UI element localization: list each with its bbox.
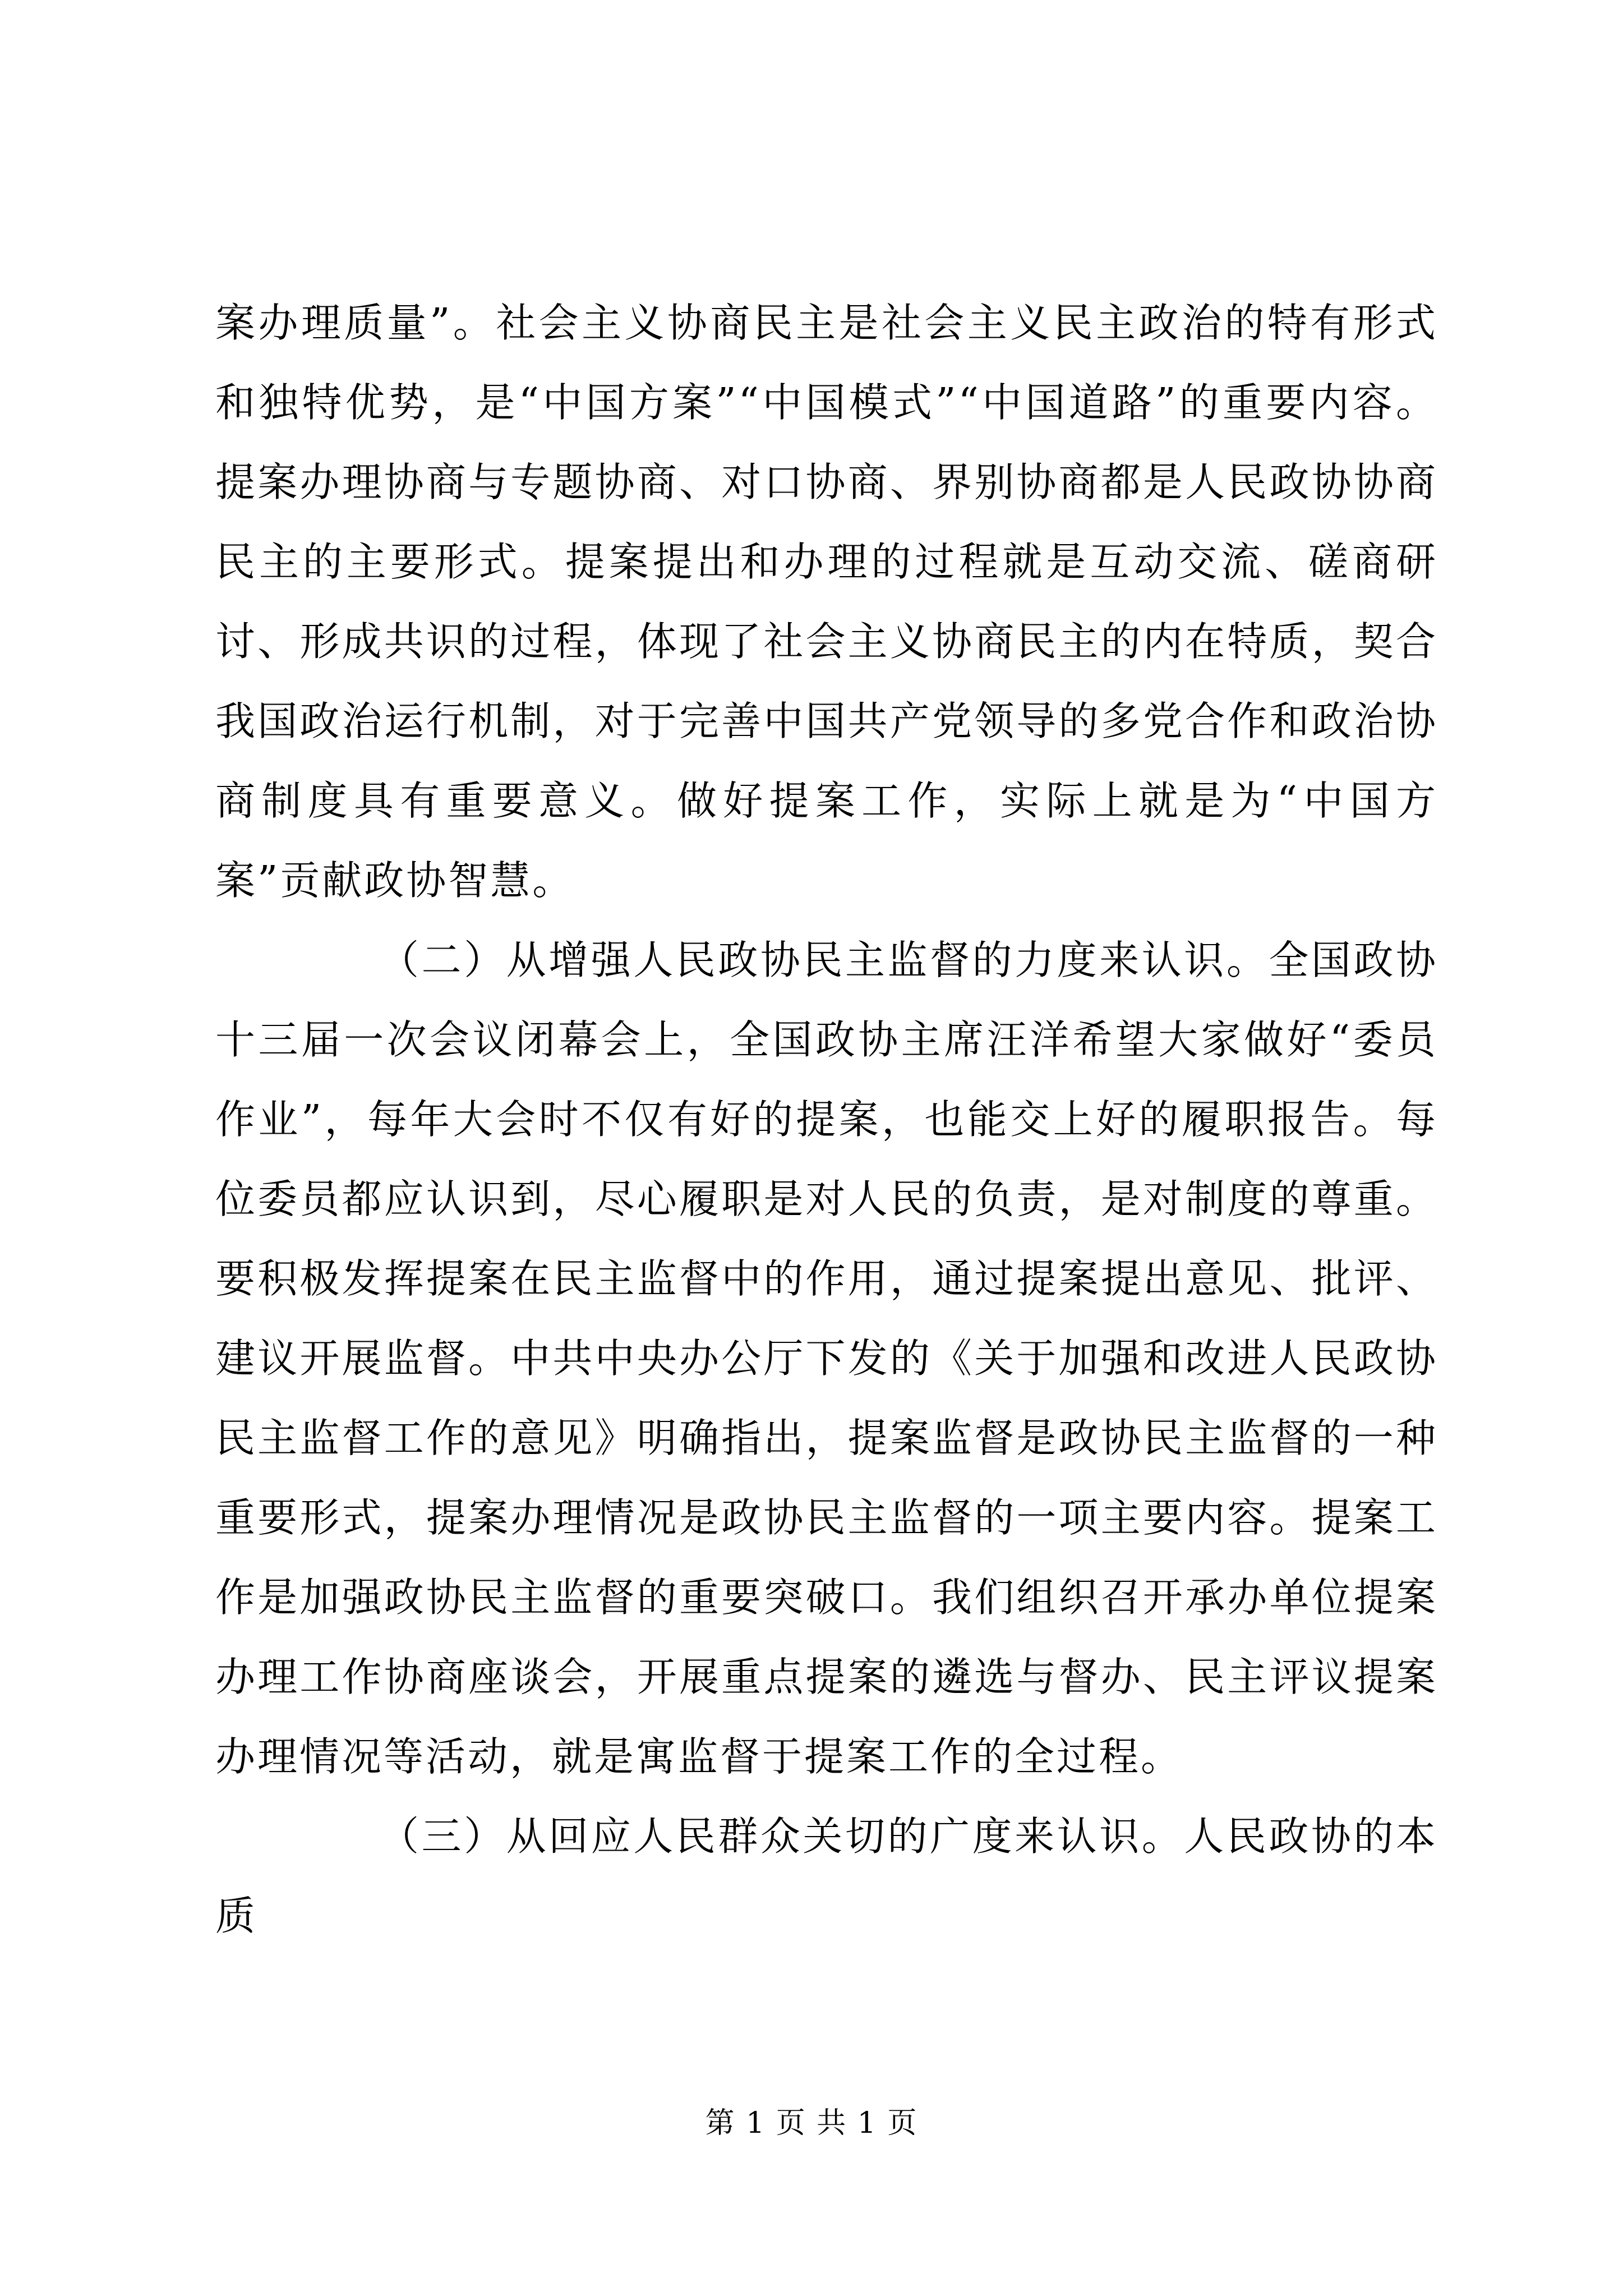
- page-footer: 第 1 页 共 1 页: [705, 2106, 918, 2140]
- document-body: [215, 283, 1438, 1956]
- paragraph-section-two: （二）从增强人民政协民主监督的力度来认识。全国政协十三届一次会议闭幕会上，全国政协主席汪洋希望大家做好“委员作业”，每年大会时不仅有好的提案，也能交上好的履职报告。每位委员都应认识到，尽心履职是对人民的负责，是对制度的尊重。要积极发挥提案在民主监督中的作用，通过提案提出意见、批评、建议开展监督。中共中央办公厅下发的《关于加强和改进人民政协民主监督工作的意见》明确指出，提案监督是政协民主监督的一种重要形式，提案办理情况是政协民主监督的一项主要内容。提案工作是加强政协民主监督的重要突破口。我们组织召开承办单位提案办理工作协商座谈会，开展重点提案的遴选与督办、民主评议提案办理情况等活动，就是寓监督于提案工作的全过程。: [215, 937, 1438, 1780]
- paragraph-section-three: （三）从回应人民群众关切的广度来认识。人民政协的本质: [215, 1813, 1438, 1939]
- paragraph-continuation: 案办理质量”。社会主义协商民主是社会主义民主政治的特有形式和独特优势，是“中国方案”“中国模式”“中国道路”的重要内容。提案办理协商与专题协商、对口协商、界别协商都是人民政协协商民主的主要形式。提案提出和办理的过程就是互动交流、磋商研讨、形成共识的过程，体现了社会主义协商民主的内在特质，契合我国政治运行机制，对于完善中国共产党领导的多党合作和政治协商制度具有重要意义。做好提案工作，实际上就是为“中国方案”贡献政协智慧。: [215, 300, 1438, 904]
